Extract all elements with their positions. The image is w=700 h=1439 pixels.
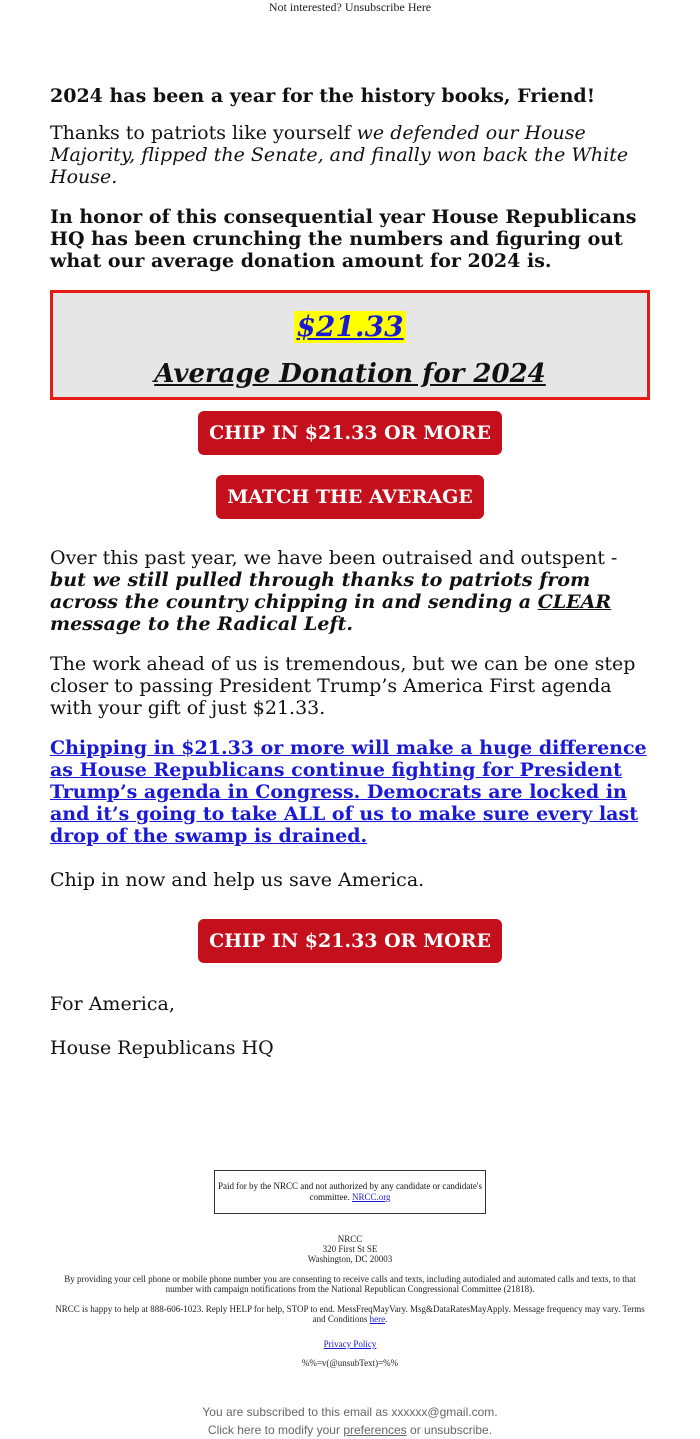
modify-preferences xyxy=(0,1421,700,1439)
outraised-bold-1: but we still pulled through thanks to patriots from across the country chipping in and sending a xyxy=(50,569,591,613)
thanks-plain: Thanks to patriots like yourself xyxy=(50,122,357,144)
consent-text: By providing your cell phone or mobile phone number you are consenting to receive calls and texts, including autodialed and automated calls and texts, to that number with campaign notifications from the National Republican Congressional Committee (21818). xyxy=(64,1274,636,1294)
outraised-plain: Over this past year, we have been outraised and outspent - xyxy=(50,547,618,569)
address-line-1: 320 First St SE xyxy=(322,1244,378,1254)
address-block xyxy=(50,1234,650,1264)
unsubscribe-link[interactable]: Not interested? Unsubscribe Here xyxy=(268,0,432,14)
subscribed-email: xxxxxx@gmail.com. xyxy=(391,1405,498,1419)
signature: House Republicans HQ xyxy=(50,1037,274,1059)
subscription-notice xyxy=(0,1403,700,1421)
match-average-button[interactable]: MATCH THE AVERAGE xyxy=(216,475,484,519)
unsubscribe-token: %%=v(@unsubText)=%% xyxy=(301,1358,399,1368)
paid-for-disclaimer xyxy=(214,1170,486,1214)
headline: 2024 has been a year for the history books, Friend! xyxy=(50,85,596,107)
thanks-paragraph xyxy=(50,122,650,188)
paid-for-text: Paid for by the NRCC and not authorized by any candidate or candidate's committee. xyxy=(217,1181,483,1202)
subscribed-prefix: You are subscribed to this email as xyxy=(202,1405,392,1419)
chip-in-button-bottom[interactable]: CHIP IN $21.33 OR MORE xyxy=(198,919,502,963)
clear-word: CLEAR xyxy=(537,591,612,613)
chip-in-link-paragraph[interactable]: Chipping in $21.33 or more will make a huge difference as House Republicans continue fighting for President Trump’s agenda in Congress. Democrats are locked in and it’s going to take ALL of us to make sure every last drop of the swamp is drained. xyxy=(50,737,647,847)
email-body xyxy=(50,84,650,1077)
address-line-2: Washington, DC 20003 xyxy=(307,1254,393,1264)
privacy-policy-link[interactable]: Privacy Policy xyxy=(323,1339,377,1349)
average-donation-box[interactable] xyxy=(50,290,650,400)
terms-link[interactable]: here xyxy=(369,1314,386,1324)
org-name: NRCC xyxy=(337,1234,363,1244)
preferences-link[interactable]: preferences xyxy=(343,1423,407,1437)
chip-in-button[interactable]: CHIP IN $21.33 OR MORE xyxy=(198,411,502,455)
average-amount[interactable]: $21.33 xyxy=(296,310,404,343)
average-label[interactable]: Average Donation for 2024 xyxy=(154,359,546,389)
thanks-italic: we defended our House Majority, flipped the Senate, and finally won back the White House. xyxy=(50,122,629,188)
help-text: NRCC is happy to help at 888-606-1023. Reply HELP for help, STOP to end. MessFreqMayVary. Msg&DataRatesMayApply. Message frequency may vary. Terms and Conditions here. xyxy=(55,1304,645,1324)
help-text-body: NRCC is happy to help at 888-606-1023. Reply HELP for help, STOP to end. MessFreqMayVary. Msg&DataRatesMayApply. Message frequency may vary. Terms and Conditions xyxy=(55,1304,645,1324)
honor-paragraph: In honor of this consequential year House Republicans HQ has been crunching the numbers and figuring out what our average donation amount for 2024 is. xyxy=(50,206,637,272)
chip-now-text: Chip in now and help us save America. xyxy=(50,869,425,891)
privacy-policy-row xyxy=(50,1339,650,1349)
modify-suffix: or unsubscribe. xyxy=(406,1423,493,1437)
outraised-bold-2: message to the Radical Left. xyxy=(50,613,354,635)
signoff: For America, xyxy=(50,993,175,1015)
nrcc-link[interactable]: NRCC.org xyxy=(351,1192,391,1202)
work-ahead-paragraph: The work ahead of us is tremendous, but we can be one step closer to passing President Trump’s America First agenda with your gift of just $21.33. xyxy=(50,653,636,719)
outraised-paragraph xyxy=(50,547,650,635)
modify-prefix: Click here to modify your xyxy=(207,1423,344,1437)
